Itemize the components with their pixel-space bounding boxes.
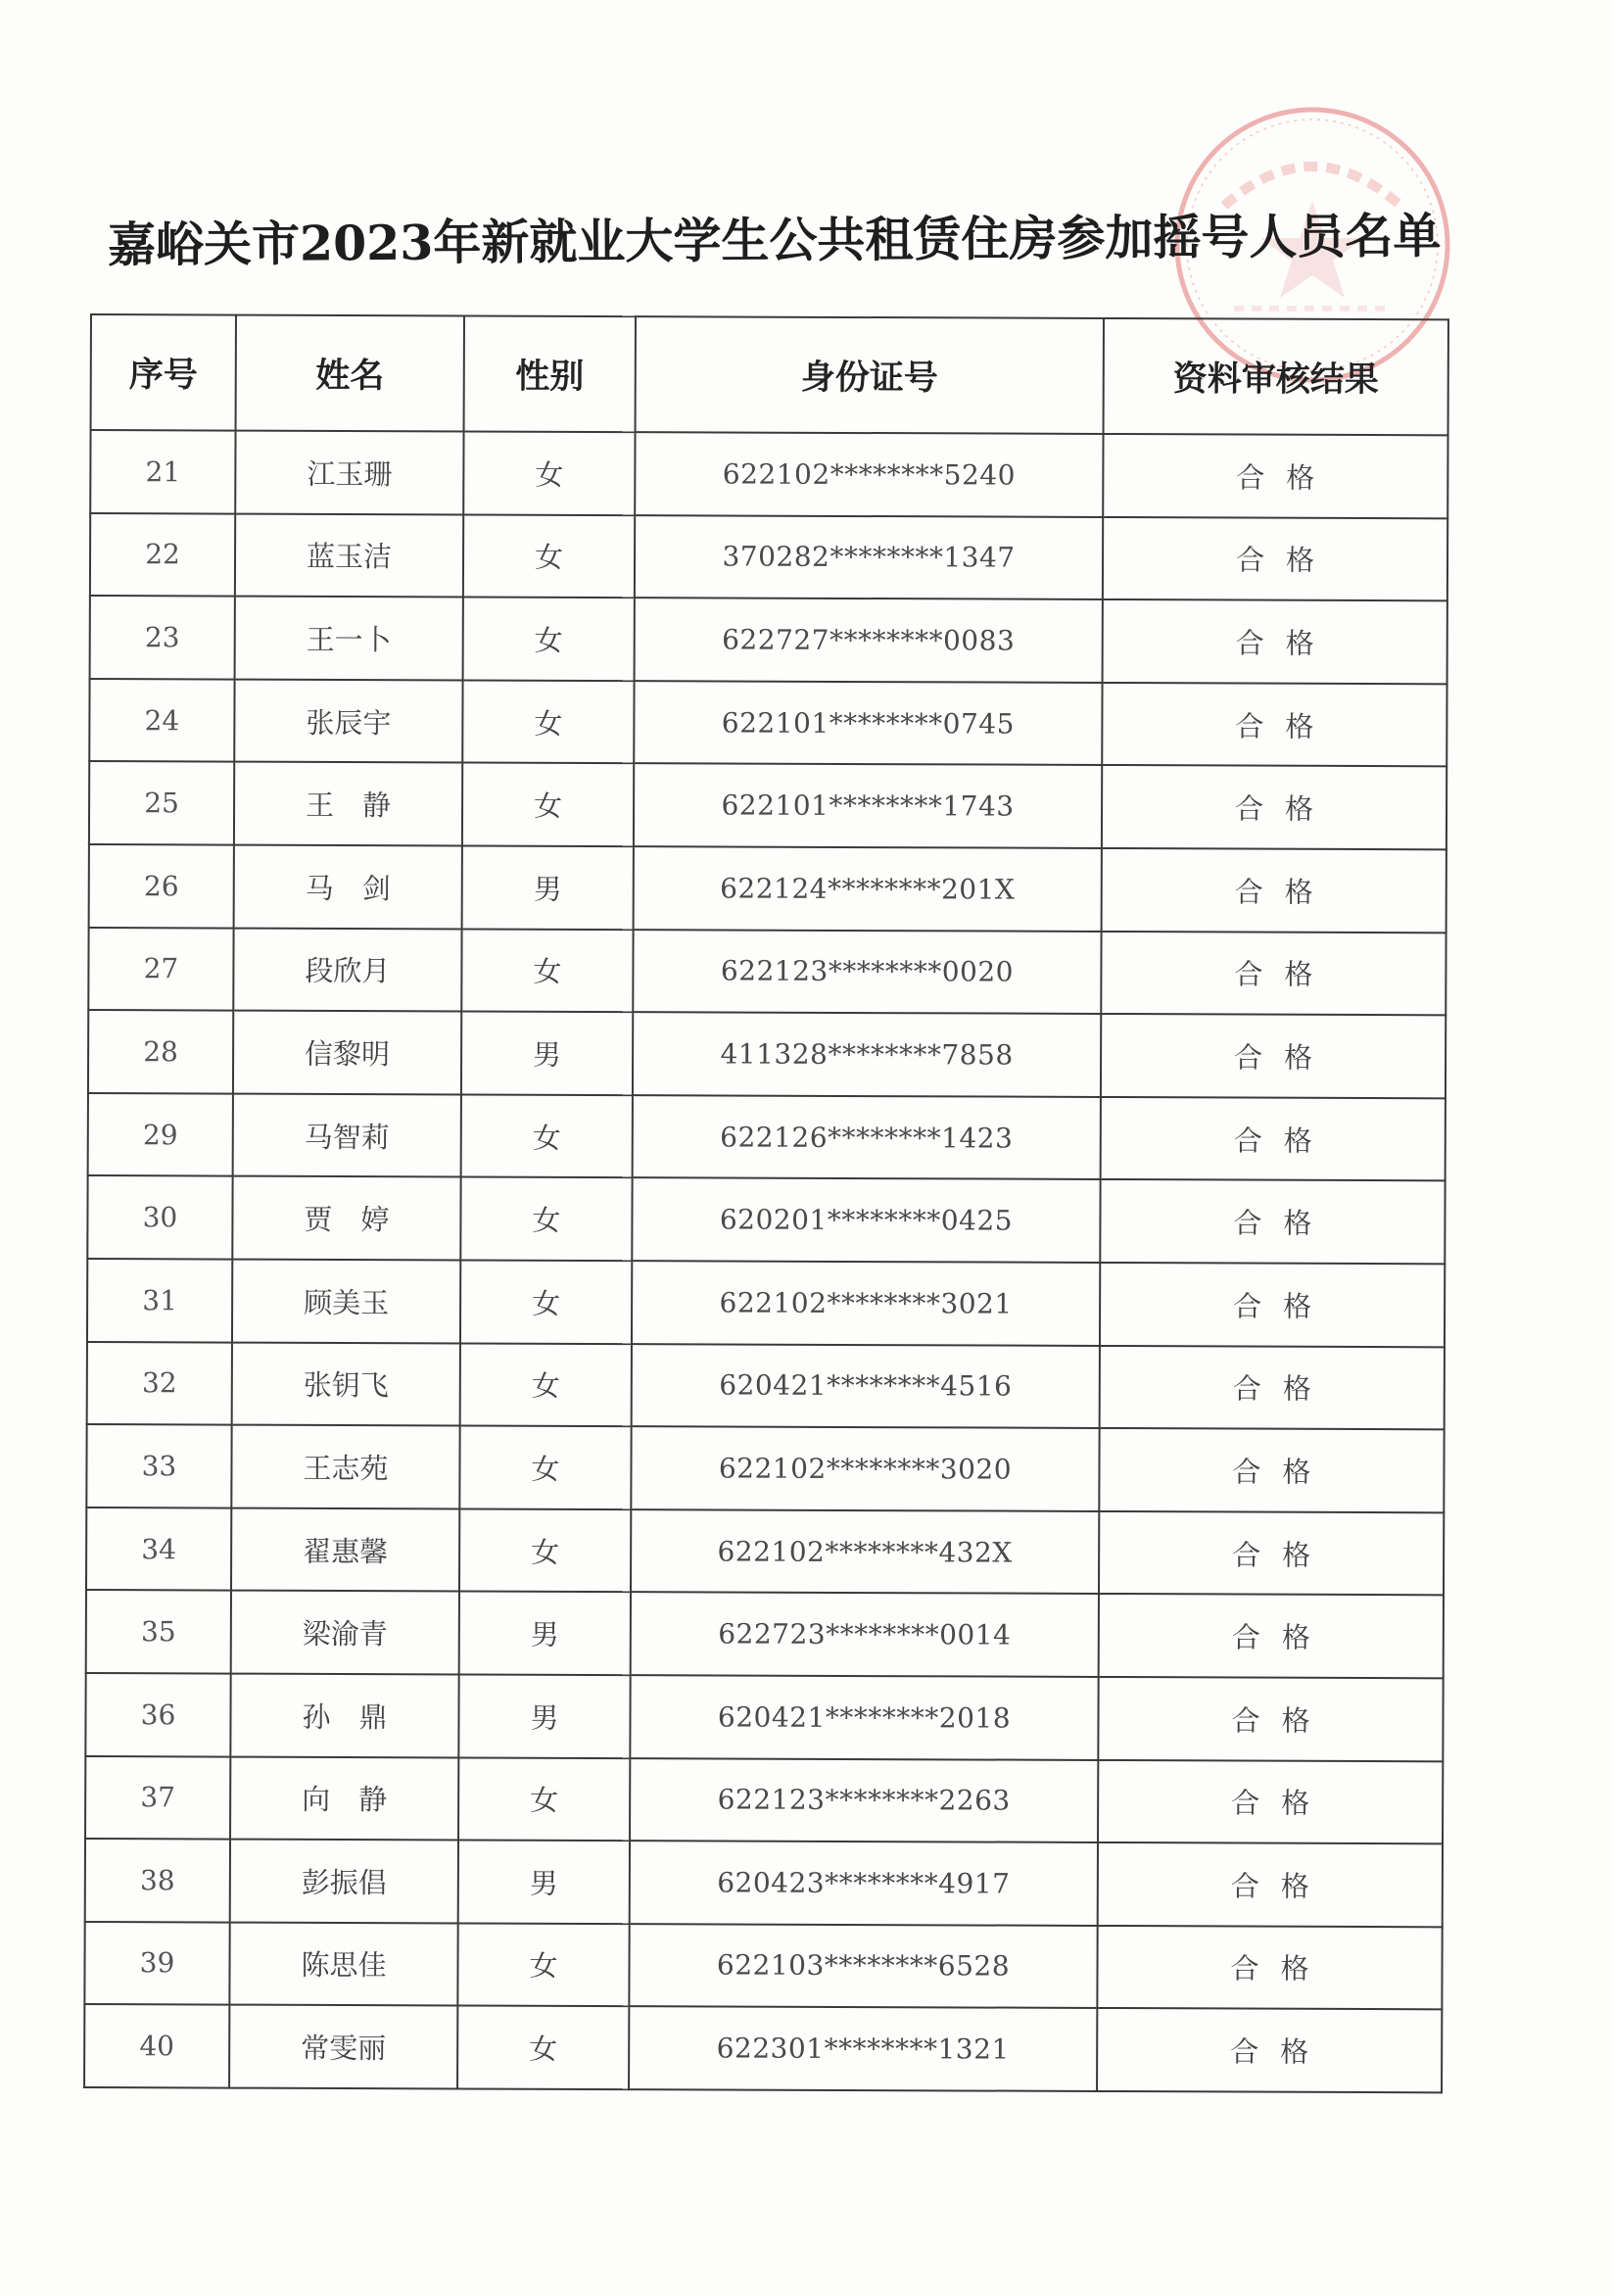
cell-gender: 女: [459, 1508, 631, 1592]
header-review-result: 资料审核结果: [1104, 318, 1448, 435]
cell-id-number: 622102********3020: [631, 1426, 1099, 1510]
cell-gender: 女: [463, 514, 635, 598]
cell-name: 张钥飞: [232, 1342, 460, 1425]
cell-id-number: 622102********432X: [631, 1509, 1099, 1594]
cell-name: 段欣月: [233, 928, 461, 1011]
cell-serial-no: 23: [90, 596, 235, 679]
table-row: [88, 1093, 1446, 1181]
table-row: [89, 761, 1446, 849]
cell-serial-no: 38: [85, 1839, 230, 1922]
roster-table-wrapper: [83, 313, 1447, 2093]
cell-serial-no: 22: [90, 513, 235, 597]
cell-name: 梁渝青: [231, 1591, 459, 1674]
cell-serial-no: 34: [86, 1507, 231, 1591]
cell-serial-no: 24: [89, 679, 234, 762]
cell-review-result: 合格: [1099, 1428, 1444, 1512]
table-row: [86, 1507, 1444, 1596]
cell-serial-no: 27: [88, 928, 233, 1011]
cell-review-result: 合格: [1102, 683, 1446, 767]
cell-serial-no: 37: [85, 1755, 230, 1839]
cell-id-number: 622102********3021: [632, 1261, 1100, 1345]
cell-id-number: 622301********1321: [629, 2006, 1097, 2090]
header-gender: 性别: [464, 315, 636, 432]
cell-name: 王志苑: [231, 1425, 459, 1508]
table-row: [84, 1922, 1442, 2010]
cell-id-number: 620423********4917: [630, 1841, 1098, 1925]
cell-name: 陈思佳: [229, 1922, 457, 2005]
cell-name: 翟惠馨: [231, 1507, 459, 1591]
cell-review-result: 合格: [1099, 1511, 1444, 1596]
cell-gender: 女: [460, 1343, 632, 1426]
cell-gender: 女: [458, 1757, 630, 1841]
cell-serial-no: 33: [86, 1424, 231, 1507]
roster-table: [83, 313, 1449, 2093]
table-row: [90, 513, 1447, 601]
cell-gender: 男: [462, 845, 634, 929]
cell-serial-no: 32: [87, 1342, 232, 1425]
cell-id-number: 622102********5240: [635, 432, 1103, 516]
cell-name: 彭振倡: [230, 1840, 458, 1923]
cell-name: 马 剑: [234, 845, 462, 929]
cell-serial-no: 39: [84, 1922, 229, 2005]
cell-name: 王一卜: [235, 597, 463, 680]
cell-gender: 男: [458, 1841, 630, 1924]
cell-gender: 女: [461, 929, 633, 1012]
cell-review-result: 合格: [1100, 1345, 1445, 1429]
cell-review-result: 合格: [1103, 434, 1447, 518]
cell-gender: 女: [460, 1177, 632, 1261]
cell-serial-no: 30: [87, 1175, 232, 1259]
cell-name: 常雯丽: [229, 2005, 457, 2088]
cell-review-result: 合格: [1103, 599, 1447, 684]
cell-id-number: 622723********0014: [631, 1592, 1099, 1676]
header-serial-no: 序号: [91, 314, 236, 431]
cell-serial-no: 29: [88, 1093, 233, 1176]
cell-id-number: 411328********7858: [633, 1012, 1101, 1096]
table-row: [87, 1175, 1445, 1264]
cell-gender: 女: [457, 2006, 629, 2089]
cell-id-number: 622126********1423: [633, 1095, 1101, 1179]
cell-gender: 女: [461, 1094, 633, 1177]
table-row: [89, 679, 1446, 767]
table-row: [90, 430, 1447, 518]
cell-review-result: 合格: [1101, 1014, 1446, 1098]
cell-review-result: 合格: [1098, 1677, 1443, 1761]
cell-review-result: 合格: [1100, 1179, 1445, 1264]
cell-name: 江玉珊: [235, 431, 463, 514]
cell-id-number: 620421********4516: [632, 1344, 1100, 1428]
cell-serial-no: 28: [88, 1010, 233, 1093]
cell-name: 张辰宇: [234, 679, 462, 762]
cell-name: 王 静: [234, 762, 462, 845]
cell-name: 贾 婷: [232, 1176, 460, 1260]
cell-id-number: 622727********0083: [635, 598, 1103, 682]
cell-review-result: 合格: [1101, 932, 1446, 1016]
cell-serial-no: 21: [90, 430, 235, 513]
cell-review-result: 合格: [1102, 848, 1446, 933]
cell-serial-no: 31: [87, 1259, 232, 1342]
cell-review-result: 合格: [1098, 1759, 1443, 1843]
cell-review-result: 合格: [1097, 2008, 1442, 2092]
cell-review-result: 合格: [1098, 1842, 1443, 1927]
cell-serial-no: 40: [84, 2004, 229, 2087]
table-row: [88, 928, 1446, 1016]
table-row: [84, 2004, 1442, 2092]
table-row: [85, 1673, 1443, 1761]
cell-serial-no: 35: [86, 1590, 231, 1673]
cell-name: 马智莉: [233, 1093, 461, 1176]
cell-gender: 女: [462, 763, 634, 846]
header-id-number: 身份证号: [636, 316, 1104, 434]
table-row: [87, 1342, 1445, 1430]
cell-review-result: 合格: [1099, 1594, 1444, 1678]
cell-gender: 女: [460, 1260, 632, 1343]
table-row: [85, 1839, 1443, 1927]
cell-name: 信黎明: [233, 1011, 461, 1094]
cell-gender: 女: [462, 680, 634, 763]
cell-id-number: 622123********2263: [630, 1758, 1098, 1842]
header-name: 姓名: [236, 315, 464, 432]
cell-review-result: 合格: [1102, 765, 1446, 849]
cell-review-result: 合格: [1100, 1263, 1445, 1347]
cell-serial-no: 25: [89, 761, 234, 844]
cell-review-result: 合格: [1103, 517, 1447, 601]
cell-gender: 女: [463, 431, 635, 514]
cell-id-number: 622123********0020: [633, 930, 1101, 1014]
table-row: [90, 596, 1447, 684]
cell-review-result: 合格: [1097, 1926, 1442, 2010]
cell-gender: 女: [463, 598, 635, 681]
table-row: [86, 1424, 1444, 1512]
cell-id-number: 622101********0745: [634, 681, 1102, 765]
cell-gender: 女: [457, 1923, 629, 2006]
cell-id-number: 622124********201X: [634, 846, 1102, 931]
table-row: [86, 1590, 1444, 1678]
cell-name: 顾美玉: [232, 1260, 460, 1343]
cell-gender: 女: [459, 1426, 631, 1509]
document-title: 嘉峪关市2023年新就业大学生公共租赁住房参加摇号人员名单: [107, 207, 1442, 273]
cell-review-result: 合格: [1101, 1097, 1446, 1181]
cell-id-number: 622101********1743: [634, 764, 1102, 848]
cell-serial-no: 26: [89, 844, 234, 928]
cell-id-number: 622103********6528: [629, 1924, 1097, 2008]
cell-serial-no: 36: [85, 1673, 230, 1756]
cell-id-number: 620201********0425: [632, 1177, 1100, 1262]
table-row: [87, 1259, 1445, 1347]
cell-name: 向 静: [230, 1756, 458, 1840]
cell-gender: 男: [459, 1592, 631, 1675]
cell-id-number: 370282********1347: [635, 515, 1103, 599]
table-row: [85, 1755, 1443, 1843]
cell-name: 蓝玉洁: [235, 513, 463, 597]
table-row: [88, 1010, 1446, 1098]
cell-gender: 男: [461, 1012, 633, 1095]
table-row: [89, 844, 1446, 933]
cell-id-number: 620421********2018: [630, 1675, 1098, 1759]
cell-gender: 男: [458, 1674, 630, 1757]
table-header-row: [91, 314, 1448, 435]
cell-name: 孙 鼎: [230, 1673, 458, 1756]
